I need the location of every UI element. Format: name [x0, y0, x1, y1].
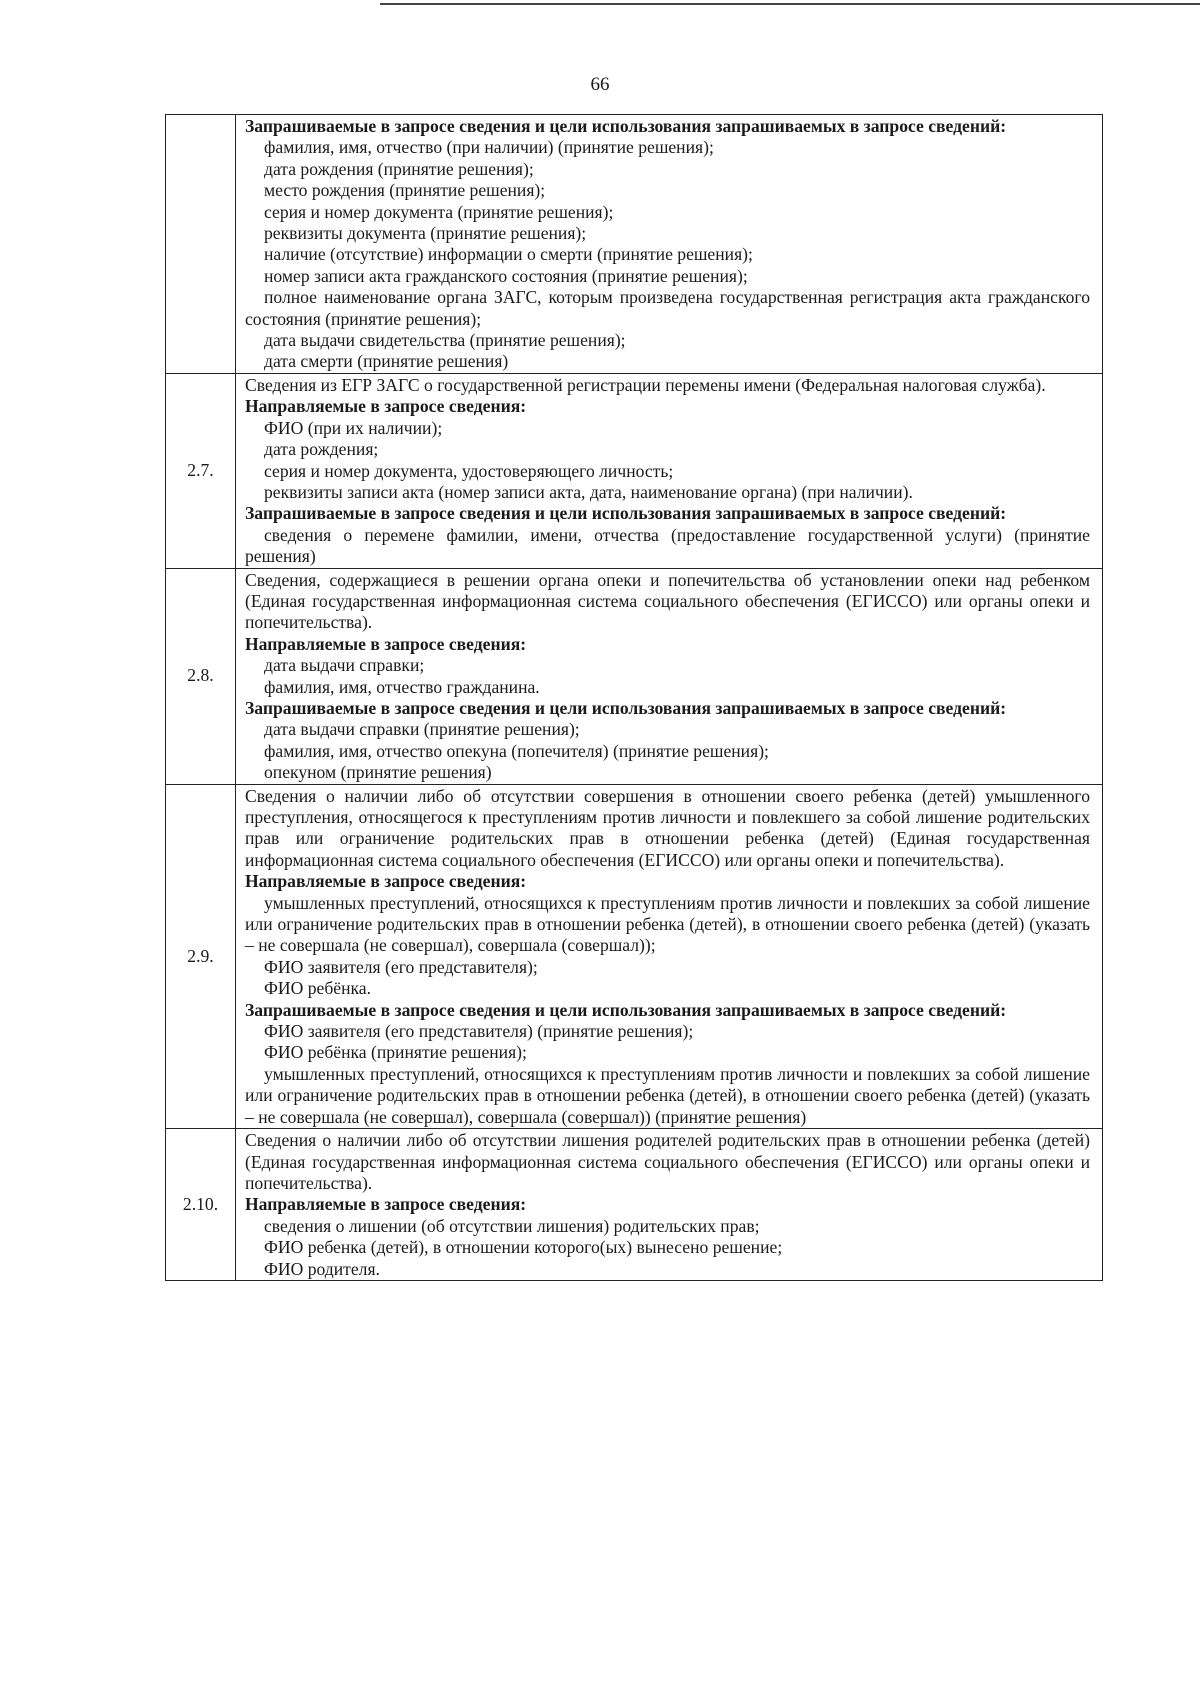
paragraph: сведения о лишении (об отсутствии лишения) родительских прав;: [264, 1215, 760, 1236]
section-heading: Запрашиваемые в запросе сведения и цели использования запрашиваемых в запросе сведений:: [245, 697, 1007, 718]
paragraph: ФИО ребёнка (принятие решения);: [264, 1042, 527, 1063]
row-number: 2.8.: [166, 568, 236, 784]
paragraph: дата смерти (принятие решения): [264, 351, 509, 372]
paragraph: ФИО ребёнка.: [264, 978, 371, 999]
section-heading: Запрашиваемые в запросе сведения и цели использования запрашиваемых в запросе сведений:: [245, 503, 1007, 524]
section-heading: Направляемые в запросе сведения:: [245, 871, 527, 892]
row-content: [236, 784, 1103, 1129]
paragraph: Сведения о наличии либо об отсутствии лишения родителей родительских прав в отношении ребенка (детей) (Единая государственная информационная система социального обеспечения (ЕГИССО) или органы опеки и попечительства).: [245, 1130, 1090, 1193]
paragraph: фамилия, имя, отчество гражданина.: [264, 676, 540, 697]
paragraph: фамилия, имя, отчество (при наличии) (принятие решения);: [264, 137, 714, 158]
paragraph: номер записи акта гражданского состояния (принятие решения);: [264, 265, 748, 286]
row-content: [236, 373, 1103, 568]
paragraph: умышленных преступлений, относящихся к преступлениям против личности и повлекших за собой лишение или ограничение родительских прав в отношении ребенка (детей), в отношении своего ребенка (детей) (указать – не совершала (не совершал), совершала (совершал)) (принятие решения): [245, 1063, 1090, 1127]
row-content: [236, 1129, 1103, 1281]
top-rule: [380, 3, 1200, 5]
row-number: 2.7.: [166, 373, 236, 568]
paragraph: реквизиты записи акта (номер записи акта, дата, наименование органа) (при наличии).: [264, 481, 913, 502]
paragraph: ФИО заявителя (его представителя) (принятие решения);: [264, 1021, 694, 1042]
paragraph: серия и номер документа, удостоверяющего личность;: [264, 460, 674, 481]
paragraph: Сведения из ЕГР ЗАГС о государственной регистрации перемены имени (Федеральная налоговая служба).: [245, 374, 1046, 395]
table-row: [166, 115, 1103, 374]
row-number: 2.9.: [166, 784, 236, 1129]
paragraph: полное наименование органа ЗАГС, которым произведена государственная регистрация акта гражданского состояния (принятие решения);: [245, 287, 1090, 329]
paragraph: Сведения о наличии либо об отсутствии совершения в отношении своего ребенка (детей) умышленного преступления, относящегося к преступлениям против личности и повлекшего за собой лишение родительских прав или ограничение родительских прав в отношении ребенка (детей) (Единая государственная информационная система социального обеспечения (ЕГИССО) или органы опеки и попечительства).: [245, 785, 1090, 870]
paragraph: ФИО заявителя (его представителя);: [264, 956, 538, 977]
table-row: [166, 568, 1103, 784]
section-heading: Запрашиваемые в запросе сведения и цели использования запрашиваемых в запросе сведений:: [245, 999, 1007, 1020]
section-heading: Запрашиваемые в запросе сведения и цели использования запрашиваемых в запросе сведений:: [245, 116, 1007, 136]
paragraph: наличие (отсутствие) информации о смерти (принятие решения);: [264, 244, 753, 265]
paragraph: ФИО родителя.: [264, 1258, 380, 1279]
paragraph: дата рождения (принятие решения);: [264, 158, 534, 179]
page-number: 66: [590, 74, 610, 95]
paragraph: Сведения, содержащиеся в решении органа опеки и попечительства об установлении опеки над ребенком (Единая государственная информационная система социального обеспечения (ЕГИССО) или органы опеки и попечительства).: [245, 569, 1090, 633]
paragraph: ФИО (при их наличии);: [264, 417, 443, 438]
paragraph: реквизиты документа (принятие решения);: [264, 223, 587, 244]
paragraph: фамилия, имя, отчество опекуна (попечителя) (принятие решения);: [264, 740, 769, 761]
section-heading: Направляемые в запросе сведения:: [245, 633, 527, 654]
requirements-table: [165, 114, 1103, 1281]
paragraph: опекуном (принятие решения): [264, 762, 492, 783]
paragraph: серия и номер документа (принятие решения);: [264, 201, 614, 222]
paragraph: дата выдачи справки;: [264, 655, 425, 676]
paragraph: сведения о перемене фамилии, имени, отчества (предоставление государственной услуги) (принятие решения): [245, 524, 1090, 567]
paragraph: место рождения (принятие решения);: [264, 180, 546, 201]
row-content: [236, 115, 1103, 374]
paragraph: умышленных преступлений, относящихся к преступлениям против личности и повлекших за собой лишение или ограничение родительских прав в отношении ребенка (детей), в отношении своего ребенка (детей) (указать – не совершала (не совершал), совершала (совершал));: [245, 892, 1090, 956]
paragraph: ФИО ребенка (детей), в отношении которого(ых) вынесено решение;: [264, 1237, 783, 1258]
paragraph: дата выдачи справки (принятие решения);: [264, 719, 580, 740]
table-body: [166, 115, 1103, 1281]
table-row: [166, 373, 1103, 568]
section-heading: Направляемые в запросе сведения:: [245, 1194, 527, 1215]
section-heading: Направляемые в запросе сведения:: [245, 396, 527, 417]
table-row: [166, 784, 1103, 1129]
table-row: [166, 1129, 1103, 1281]
paragraph: дата рождения;: [264, 439, 379, 460]
paragraph: дата выдачи свидетельства (принятие решения);: [264, 330, 626, 351]
row-number: 2.10.: [166, 1129, 236, 1281]
row-content: [236, 568, 1103, 784]
row-number: [166, 115, 236, 374]
